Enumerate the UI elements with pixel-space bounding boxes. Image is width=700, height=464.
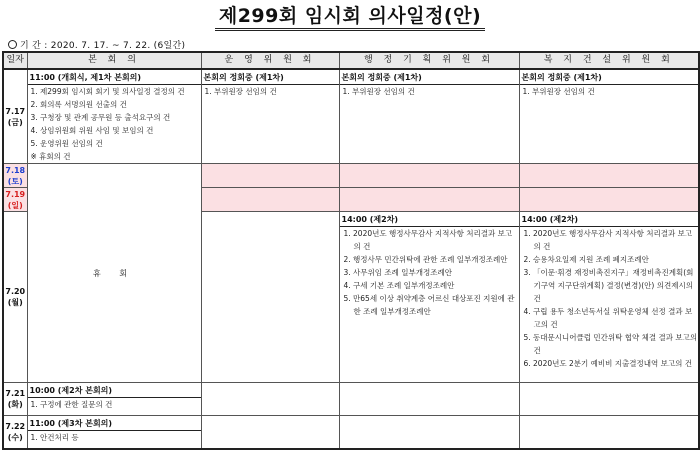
day-label: (수)	[7, 432, 23, 442]
session-head: 11:00 (제3차 본회의)	[28, 416, 201, 431]
agenda-item: 2. 행정사무 민간위탁에 관한 조례 일부개정조례안	[343, 255, 508, 264]
row-0717	[3, 69, 699, 164]
recess-cell: 휴 회	[27, 164, 201, 383]
header-row	[3, 52, 699, 69]
header-operations: 운 영 위 원 회	[201, 52, 339, 69]
admin-cell	[339, 416, 519, 449]
date-label: 7.17	[5, 106, 26, 116]
agenda-item: 1. 부위원장 선임의 건	[342, 87, 415, 96]
agenda-item: 5. 만65세 이상 취약계층 어르신 대상포진 지원에 관한 조례 일부개정조례안	[343, 294, 515, 316]
agenda-item: 2. 회의록 서명의원 선출의 건	[30, 100, 127, 109]
plenary-cell	[27, 383, 201, 416]
date-cell	[3, 383, 27, 416]
agenda-item: ※ 휴회의 건	[30, 152, 71, 161]
date-cell	[3, 212, 27, 383]
admin-cell	[339, 383, 519, 416]
agenda-item: 1. 제299회 임시회 회기 및 의사일정 결정의 건	[30, 87, 185, 96]
operations-cell	[201, 416, 339, 449]
session-head: 14:00 (제2차)	[520, 212, 699, 227]
title-area	[0, 0, 700, 34]
date-cell	[3, 164, 27, 188]
day-label: (일)	[7, 200, 23, 210]
circle-bullet-icon	[8, 40, 17, 49]
agenda-item: 3. 구청장 및 관계 공무원 등 출석요구의 건	[30, 113, 171, 122]
date-label: 7.18	[5, 165, 26, 175]
day-label: (화)	[7, 400, 23, 409]
agenda-item: 3. 「이문·휘경 재정비촉진지구」재정비촉진계획(회기구역 지구단위계획) 결정(변경)(안) 의견제시의 건	[523, 268, 694, 303]
welfare-cell	[519, 383, 699, 416]
date-label: 7.21	[5, 389, 26, 398]
agenda-item: 1. 구정에 관한 질문의 건	[30, 400, 113, 409]
session-head: 본회의 정회중 (제1차)	[520, 70, 699, 85]
session-head: 14:00 (제2차)	[340, 212, 519, 227]
operations-cell	[201, 69, 339, 164]
period-line	[8, 38, 185, 51]
period-text: 기 간 : 2020. 7. 17. ~ 7. 22. (6일간)	[20, 41, 186, 51]
session-head: 10:00 (제2차 본회의)	[28, 383, 201, 398]
page-title: 제299회 임시회 의사일정(안)	[215, 5, 485, 31]
header-date: 일자	[3, 52, 27, 69]
welfare-cell	[519, 416, 699, 449]
agenda-item: 5. 운영위원 선임의 건	[30, 139, 103, 148]
agenda-item: 1. 부위원장 선임의 건	[204, 87, 277, 96]
agenda-item: 3. 사무위임 조례 일부개정조례안	[343, 268, 452, 277]
date-label: 7.19	[5, 189, 26, 199]
day-label: (금)	[7, 117, 23, 127]
agenda-item: 1. 부위원장 선임의 건	[522, 87, 595, 96]
agenda-item: 6. 2020년도 2분기 예비비 지출결정내역 보고의 건	[523, 359, 692, 368]
operations-cell	[201, 188, 339, 212]
schedule-table	[2, 51, 700, 450]
agenda-item: 4. 구립 용두 청소년독서실 위탁운영체 선정 결과 보고의 건	[523, 307, 693, 329]
header-welfare: 복 지 건 설 위 원 회	[519, 52, 699, 69]
operations-cell	[201, 164, 339, 188]
operations-cell	[201, 383, 339, 416]
header-plenary: 본 회 의	[27, 52, 201, 69]
welfare-cell	[519, 69, 699, 164]
admin-cell	[339, 69, 519, 164]
date-label: 7.20	[5, 287, 26, 296]
plenary-cell	[27, 69, 201, 164]
admin-cell	[339, 188, 519, 212]
agenda-item: 4. 구세 기본 조례 일부개정조례안	[343, 281, 455, 290]
agenda-item: 1. 2020년도 행정사무감사 지적사항 처리결과 보고의 건	[343, 229, 513, 251]
agenda-item: 5. 동대문시니어클럽 민간위탁 협약 체결 결과 보고의 건	[523, 333, 698, 355]
session-head: 본회의 정회중 (제1차)	[340, 70, 519, 85]
admin-cell	[339, 164, 519, 188]
row-0718	[3, 164, 699, 188]
agenda-item: 4. 상임위원회 위원 사임 및 보임의 건	[30, 126, 154, 135]
day-label: (월)	[7, 298, 23, 307]
row-0721	[3, 383, 699, 416]
welfare-cell	[519, 188, 699, 212]
welfare-cell	[519, 164, 699, 188]
row-0722	[3, 416, 699, 449]
welfare-cell	[519, 212, 699, 383]
date-cell	[3, 69, 27, 164]
date-cell	[3, 188, 27, 212]
session-head: 본회의 정회중 (제1차)	[202, 70, 339, 85]
plenary-cell	[27, 416, 201, 449]
header-admin: 행 정 기 획 위 원 회	[339, 52, 519, 69]
date-cell	[3, 416, 27, 449]
admin-cell	[339, 212, 519, 383]
agenda-item: 2. 승용차요일제 지원 조례 폐지조례안	[523, 255, 649, 264]
agenda-item: 1. 2020년도 행정사무감사 지적사항 처리결과 보고의 건	[523, 229, 693, 251]
operations-cell	[201, 212, 339, 383]
session-head: 11:00 (개회식, 제1차 본회의)	[28, 70, 201, 85]
agenda-item: 1. 안건처리 등	[30, 433, 79, 442]
day-label: (토)	[7, 176, 23, 186]
date-label: 7.22	[5, 421, 26, 431]
